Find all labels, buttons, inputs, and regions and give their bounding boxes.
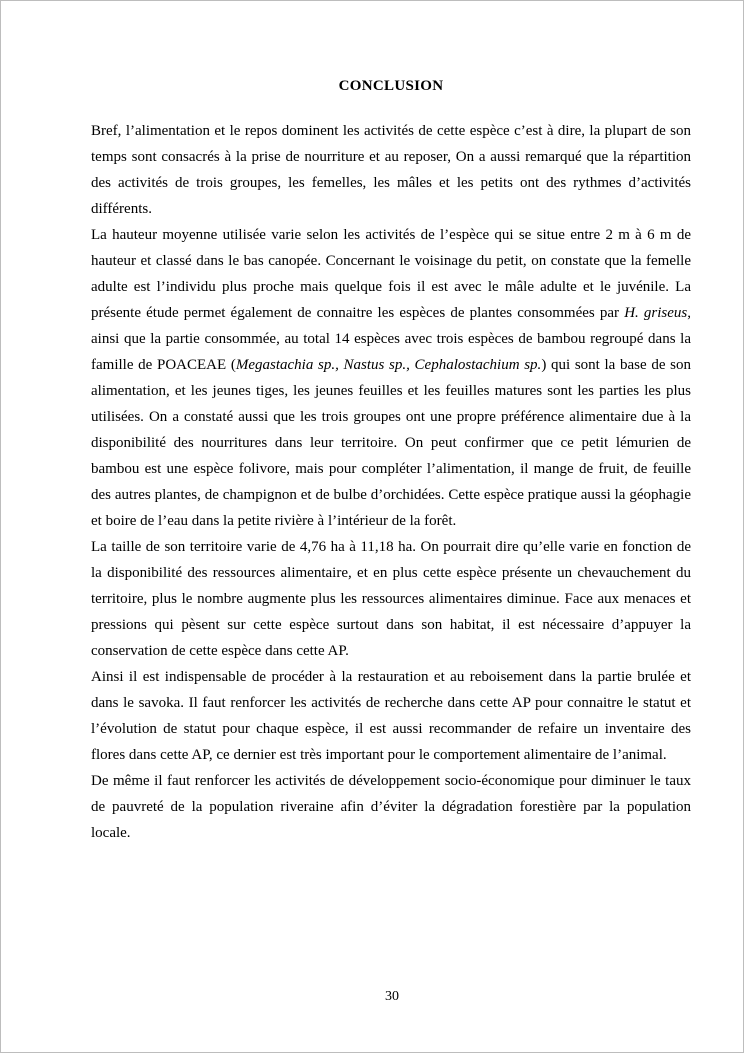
paragraph: Ainsi il est indispensable de procéder à la restauration et au reboisement dans la partie brulée et dans le savoka. Il faut renforcer les activités de recherche dans cette AP pour connaitre le statut et l’évolution de statut pour chaque espèce, il est aussi recommander de refaire un inventaire des flores dans cette AP, ce dernier est très important pour le comportement alimentaire de l’animal. — [91, 669, 691, 763]
paragraph: Bref, l’alimentation et le repos dominent les activités de cette espèce c’est à dire, la plupart de son temps sont consacrés à la prise de nourriture et au reposer, On a aussi remarqué que la répartition des activités de trois groupes, les femelles, les mâles et les petits ont des rythmes d’activités différents. — [91, 123, 691, 217]
paragraph: La taille de son territoire varie de 4,76 ha à 11,18 ha. On pourrait dire qu’elle varie en fonction de la disponibilité des ressources alimentaire, et en plus cette espèce présente un chevauchement du territoire, plus le nombre augmente plus les ressources alimentaires diminue. Face aux menaces et pressions qui pèsent sur cette espèce surtout dans son habitat, il est nécessaire d’appuyer la conservation de cette espèce dans cette AP. — [91, 539, 691, 659]
body-text — [91, 118, 691, 846]
paragraph: La hauteur moyenne utilisée varie selon les activités de l’espèce qui se situe entre 2 m à 6 m de hauteur et classé dans le bas canopée. Concernant le voisinage du petit, on constate que la femelle adulte est l’individu plus proche mais quelque fois il est avec le mâle adulte et le juvénile. La présente étude permet également de connaitre les espèces de plantes consommées par H. griseus, ainsi que la partie consommée, au total 14 espèces avec trois espèces de bambou regroupé dans la famille de POACEAE (Megastachia sp., Nastus sp., Cephalostachium sp.) qui sont la base de son alimentation, et les jeunes tiges, les jeunes feuilles et les feuilles matures sont les parties les plus utilisées. On a constaté aussi que les trois groupes ont une propre préférence alimentaire due à la disponibilité des nourritures dans leur territoire. On peut confirmer que ce petit lémurien de bambou est une espèce folivore, mais pour compléter l’alimentation, il mange de fruit, de feuille des autres plantes, de champignon et de bulbe d’orchidées. Cette espèce pratique aussi la géophagie et boire de l’eau dans la petite rivière à l’intérieur de la forêt. — [91, 227, 692, 529]
page-title: CONCLUSION — [338, 78, 444, 94]
page-number: 30 — [385, 989, 399, 1004]
paragraph: De même il faut renforcer les activités de développement socio-économique pour diminuer le taux de pauvreté de la population riveraine afin d’éviter la dégradation forestière par la population locale. — [91, 773, 691, 841]
